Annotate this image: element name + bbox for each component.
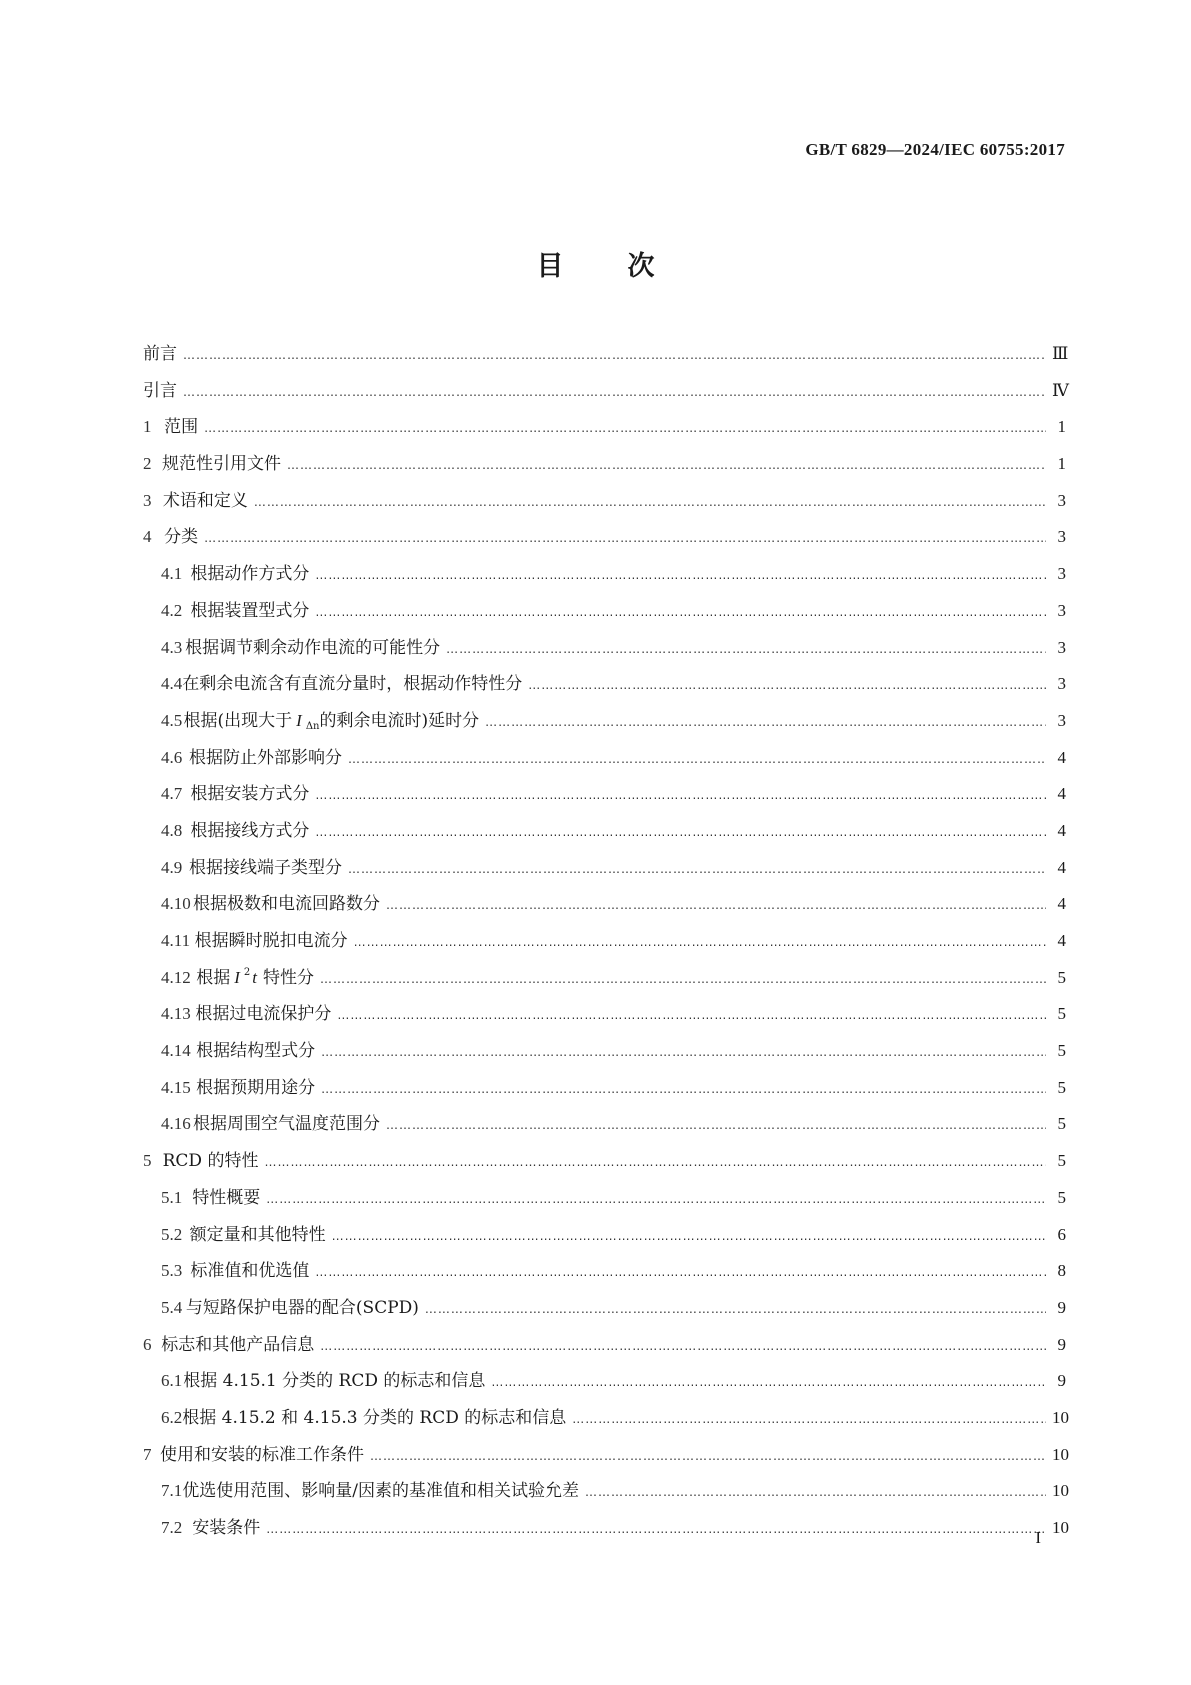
toc-entry-page: 5 <box>1057 1114 1066 1134</box>
toc-entry-page: 3 <box>1057 600 1066 620</box>
toc-entry-title: 根据安装方式分 <box>190 784 310 805</box>
toc-entry-number: 4.15 <box>161 1077 191 1097</box>
toc-entry-number: 4.6 <box>161 747 183 767</box>
toc-entry-title: 分类 <box>164 527 199 548</box>
toc-entry[interactable] <box>143 1293 1066 1330</box>
toc-entry[interactable] <box>143 1256 1066 1293</box>
toc-entry-title: 安装条件 <box>192 1518 261 1538</box>
toc-entry[interactable] <box>143 963 1066 1000</box>
toc-entry-title: 规范性引用文件 <box>162 454 282 475</box>
toc-leader-dots <box>446 642 1046 656</box>
toc-entry-title: 范围 <box>164 417 199 438</box>
toc-entry-number: 4.3 <box>161 637 183 657</box>
toc-entry-page: 6 <box>1057 1224 1066 1244</box>
toc-entry-number: 1 <box>143 417 152 437</box>
toc-leader-dots <box>337 1008 1046 1022</box>
toc-entry-title: 使用和安装的标准工作条件 <box>159 1444 364 1465</box>
toc-entry-number: 7 <box>143 1444 152 1464</box>
toc-entry-page: 9 <box>1057 1334 1066 1354</box>
toc-entry-page: 3 <box>1057 490 1066 510</box>
toc-entry-page: Ⅳ <box>1052 380 1069 400</box>
toc-entry-page: 8 <box>1057 1261 1066 1281</box>
toc-entry-page: 4 <box>1057 820 1066 840</box>
toc-leader-dots <box>315 605 1046 619</box>
toc-leader-dots <box>491 1375 1046 1389</box>
toc-leader-dots <box>332 1229 1046 1243</box>
toc-entry[interactable] <box>143 1513 1069 1550</box>
toc-entry-page: 1 <box>1057 417 1066 437</box>
toc-entry-number: 4.2 <box>161 600 183 620</box>
toc-leader-dots <box>183 385 1046 399</box>
toc-leader-dots <box>315 1265 1046 1279</box>
toc-entry-page: 4 <box>1057 931 1066 950</box>
toc-entry[interactable] <box>143 889 1066 926</box>
toc-entry-title: 根据极数和电流回路数分 <box>193 894 380 915</box>
toc-entry[interactable] <box>143 596 1066 633</box>
toc-leader-dots <box>320 1339 1046 1353</box>
toc-leader-dots <box>572 1412 1046 1426</box>
toc-entry[interactable] <box>143 816 1066 853</box>
toc-entry-number: 4.11 <box>161 931 191 950</box>
toc-entry-title: 前言 <box>143 344 177 364</box>
toc-entry-title: 根据结构型式分 <box>196 1041 316 1062</box>
toc-entry-page: 4 <box>1057 857 1066 877</box>
toc-entry-page: 5 <box>1057 1004 1066 1024</box>
toc-entry-page: 3 <box>1057 564 1066 584</box>
toc-entry-number: 6 <box>143 1334 152 1354</box>
toc-entry-number: 3 <box>143 490 152 510</box>
toc-entry-title: 根据 4.15.2 和 4.15.3 分类的 RCD 的标志和信息 <box>182 1407 567 1428</box>
toc-entry-title: 根据接线端子类型分 <box>189 857 343 878</box>
toc-leader-dots <box>370 1449 1046 1463</box>
toc-entry-number: 4.13 <box>161 1004 191 1024</box>
toc-entry-number: 5.3 <box>161 1261 183 1281</box>
toc-leader-dots <box>485 715 1046 729</box>
toc-entry[interactable] <box>143 926 1066 963</box>
toc-entry-number: 4 <box>143 527 152 547</box>
toc-entry[interactable] <box>143 559 1066 596</box>
toc-entry-page: 4 <box>1057 784 1066 804</box>
toc-entry[interactable] <box>143 743 1066 780</box>
toc-entry-page: 3 <box>1057 527 1066 547</box>
toc-entry[interactable] <box>143 1146 1066 1183</box>
toc-entry[interactable] <box>143 1476 1069 1513</box>
toc-entry-title: 标志和其他产品信息 <box>161 1334 315 1355</box>
toc-entry-page: 3 <box>1057 674 1066 694</box>
toc-entry[interactable] <box>143 1073 1066 1110</box>
toc-entry-number: 4.12 <box>161 967 191 987</box>
toc-entry-number: 4.9 <box>161 857 183 877</box>
toc-entry-title: 特性概要 <box>192 1187 261 1208</box>
toc-entry-page: 5 <box>1057 967 1066 987</box>
toc-entry[interactable] <box>143 449 1066 486</box>
toc-leader-dots <box>204 421 1046 435</box>
toc-entry[interactable] <box>143 1403 1069 1440</box>
toc-entry[interactable] <box>143 669 1066 706</box>
toc-entry[interactable] <box>143 706 1066 743</box>
toc-entry[interactable] <box>143 339 1069 376</box>
toc-leader-dots <box>348 862 1046 876</box>
toc-entry-page: 10 <box>1052 1407 1069 1427</box>
toc-entry-title: 根据接线方式分 <box>190 820 310 841</box>
toc-entry-number: 7.1 <box>161 1481 183 1501</box>
toc-leader-dots <box>386 1118 1046 1132</box>
toc-entry-number: 2 <box>143 454 152 474</box>
toc-entry-title: 术语和定义 <box>162 490 248 511</box>
toc-leader-dots <box>386 898 1046 912</box>
toc-leader-dots <box>287 458 1046 472</box>
toc-entry-page: 3 <box>1057 710 1066 730</box>
toc-entry-title: 与短路保护电器的配合(SCPD) <box>185 1297 419 1318</box>
toc-leader-dots <box>425 1302 1046 1316</box>
toc-entry[interactable] <box>143 1109 1066 1146</box>
toc-entry[interactable] <box>143 1036 1066 1073</box>
toc-entry-number: 4.8 <box>161 820 183 840</box>
toc-leader-dots <box>321 1045 1046 1059</box>
toc-entry[interactable] <box>143 853 1066 890</box>
toc-entry-page: 9 <box>1057 1371 1066 1391</box>
toc-entry[interactable] <box>143 1183 1066 1220</box>
toc-entry-page: 5 <box>1057 1041 1066 1061</box>
toc-leader-dots <box>254 495 1046 509</box>
toc-entry-number: 6.2 <box>161 1407 183 1427</box>
toc-entry-number: 7.2 <box>161 1518 183 1537</box>
toc-entry-title: 根据周围空气温度范围分 <box>193 1114 380 1135</box>
toc-entry-number: 4.4 <box>161 674 183 694</box>
toc-leader-dots <box>528 678 1046 692</box>
toc-entry-number: 5 <box>143 1151 152 1171</box>
toc-entry-title: 在剩余电流含有直流分量时，根据动作特性分 <box>182 674 523 695</box>
toc-entry[interactable] <box>143 999 1066 1036</box>
toc-entry-page: 5 <box>1057 1187 1066 1207</box>
toc-entry-page: 9 <box>1057 1297 1066 1317</box>
toc-leader-dots <box>315 825 1046 839</box>
toc-entry-number: 4.14 <box>161 1041 191 1061</box>
toc-entry-number: 4.5 <box>161 710 183 730</box>
toc-entry[interactable] <box>143 1220 1066 1257</box>
toc-leader-dots <box>204 531 1046 545</box>
toc-entry-title: 根据 I $^2$ t 特性分 <box>196 966 314 988</box>
toc-entry-number: 5.2 <box>161 1224 183 1244</box>
page-number: I <box>1035 1528 1041 1547</box>
standard-code: GB/T 6829—2024/IEC 60755:2017 <box>805 140 1065 159</box>
toc-entry-title: 根据装置型式分 <box>190 600 310 621</box>
toc-entry-title: 根据防止外部影响分 <box>189 747 343 768</box>
toc-leader-dots <box>354 935 1046 949</box>
toc-entry-page: 4 <box>1057 894 1066 914</box>
toc-entry-page: 5 <box>1057 1077 1066 1097</box>
toc-entry[interactable] <box>143 1366 1066 1403</box>
toc-entry-page: 1 <box>1057 454 1066 474</box>
toc-leader-dots <box>266 1522 1046 1536</box>
toc-entry-title: 根据调节剩余动作电流的可能性分 <box>185 637 441 658</box>
toc-entry-page: 3 <box>1057 637 1066 657</box>
toc-entry-title: 根据预期用途分 <box>196 1077 316 1098</box>
toc-entry-title: RCD 的特性 <box>162 1151 259 1172</box>
toc-leader-dots <box>315 788 1046 802</box>
toc-entry-number: 4.16 <box>161 1114 191 1134</box>
toc-entry-page: 4 <box>1057 747 1066 767</box>
toc-entry-title: 根据瞬时脱扣电流分 <box>194 931 348 951</box>
toc-entry-number: 4.7 <box>161 784 183 804</box>
toc-entry[interactable] <box>143 1330 1066 1367</box>
toc-entry-page: Ⅲ <box>1052 344 1069 363</box>
toc-entry-number: 4.1 <box>161 564 183 584</box>
toc-leader-dots <box>585 1485 1046 1499</box>
toc-entry-page: 10 <box>1052 1518 1069 1537</box>
toc-entry-title: 根据动作方式分 <box>190 564 310 585</box>
toc-entry-number: 4.10 <box>161 894 191 914</box>
page-title: 目次 <box>536 251 719 282</box>
toc-entry[interactable] <box>143 412 1066 449</box>
toc-leader-dots <box>315 568 1046 582</box>
toc-entry[interactable] <box>143 1440 1069 1477</box>
toc-entry[interactable] <box>143 633 1066 670</box>
toc-entry-title: 优选使用范围、影响量/因素的基准值和相关试验允差 <box>182 1481 579 1502</box>
toc-entry-title: 标准值和优选值 <box>190 1261 310 1282</box>
table-of-contents <box>143 339 1069 1550</box>
toc-entry-title: 引言 <box>143 380 177 401</box>
toc-entry-number: 6.1 <box>161 1371 183 1391</box>
toc-entry[interactable] <box>143 779 1066 816</box>
toc-leader-dots <box>348 752 1046 766</box>
toc-entry[interactable] <box>143 522 1066 559</box>
toc-entry-page: 10 <box>1052 1481 1069 1501</box>
toc-entry-number: 5.4 <box>161 1297 183 1317</box>
toc-leader-dots <box>183 348 1046 362</box>
toc-entry-page: 5 <box>1057 1151 1066 1171</box>
toc-entry-title: 根据(出现大于 I $_{\Delta n}$的剩余电流时)延时分 <box>183 710 480 732</box>
toc-entry[interactable] <box>143 376 1069 413</box>
toc-entry-number: 5.1 <box>161 1187 183 1207</box>
toc-entry-title: 根据 4.15.1 分类的 RCD 的标志和信息 <box>183 1371 486 1392</box>
toc-leader-dots <box>320 972 1046 986</box>
toc-entry[interactable] <box>143 486 1066 523</box>
toc-leader-dots <box>264 1155 1046 1169</box>
toc-leader-dots <box>266 1192 1046 1206</box>
toc-entry-title: 额定量和其他特性 <box>189 1224 326 1245</box>
toc-entry-title: 根据过电流保护分 <box>195 1004 332 1025</box>
toc-entry-page: 10 <box>1052 1444 1069 1464</box>
toc-leader-dots <box>321 1082 1046 1096</box>
